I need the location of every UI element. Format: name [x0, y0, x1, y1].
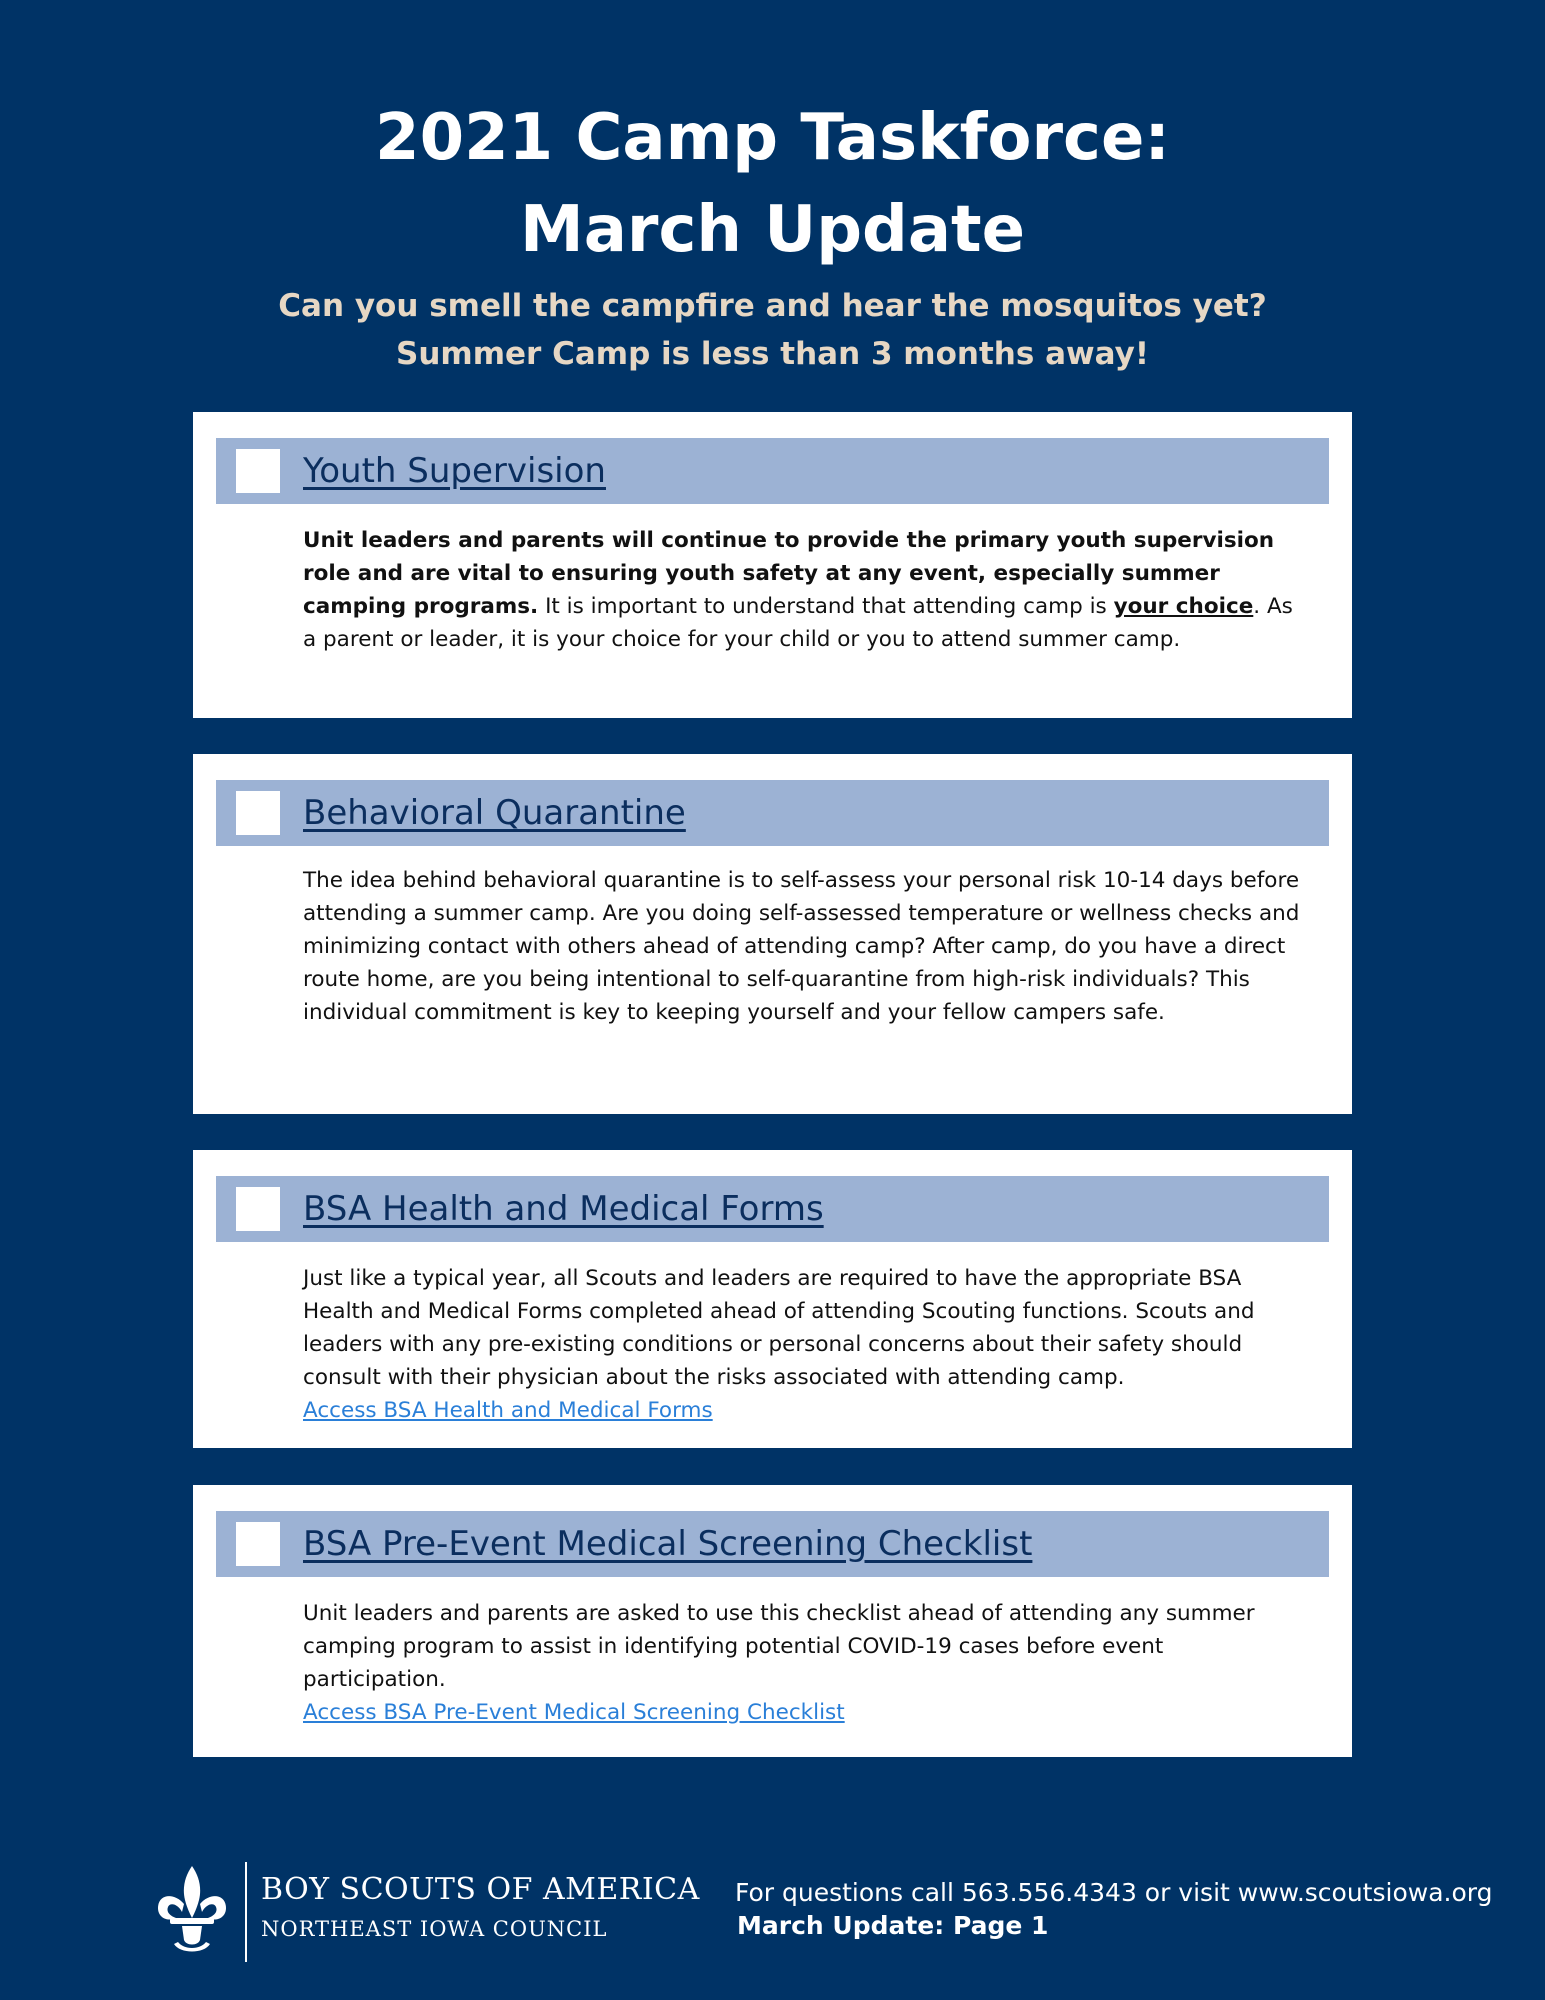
title-line-1: 2021 Camp Taskforce: [375, 101, 1170, 175]
subtitle-line-1: Can you smell the campfire and hear the mosquitos yet? [278, 288, 1267, 324]
section-body [303, 1262, 1303, 1427]
card-behavioral-quarantine [193, 754, 1352, 1114]
checkbox[interactable] [236, 1522, 280, 1566]
contact-info: For questions call 563.556.4343 or visit www.scoutsiowa.org [735, 1878, 1493, 1907]
section-title: Youth Supervision [303, 451, 606, 491]
screening-checklist-link[interactable]: Access BSA Pre-Event Medical Screening Checklist [303, 1700, 845, 1725]
section-title: BSA Pre-Event Medical Screening Checklist [303, 1524, 1033, 1564]
card-header [216, 1176, 1329, 1242]
section-body [303, 1597, 1303, 1729]
section-body [303, 524, 1303, 656]
fleur-de-lis-icon [152, 1862, 232, 1966]
page-title [0, 92, 1545, 276]
body-text: Just like a typical year, all Scouts and leaders are required to have the appropriate BSA Health and Medical Forms completed ahead of attending Scouting functions. Scouts and leaders with any pre-existing conditions or personal concerns about their safety should consult with their physician about the risks associated with attending camp. [303, 1266, 1255, 1390]
checkbox[interactable] [236, 449, 280, 493]
footer-divider [245, 1862, 247, 1962]
section-title: BSA Health and Medical Forms [303, 1189, 824, 1229]
card-screening-checklist [193, 1485, 1352, 1757]
checkbox[interactable] [236, 1187, 280, 1231]
card-header [216, 1511, 1329, 1577]
section-title: Behavioral Quarantine [303, 793, 686, 833]
your-choice-emphasis: your choice [1113, 594, 1254, 619]
card-header [216, 780, 1329, 846]
card-youth-supervision [193, 412, 1352, 718]
body-text-end: . As a parent or leader, it is your choice for your child or you to attend summer camp. [303, 594, 1293, 652]
page-label: March Update: Page 1 [737, 1911, 1049, 1940]
health-forms-link[interactable]: Access BSA Health and Medical Forms [303, 1398, 713, 1423]
org-name: BOY SCOUTS OF AMERICA [261, 1872, 700, 1907]
title-line-2: March Update [520, 193, 1025, 267]
card-header [216, 438, 1329, 504]
body-text: Unit leaders and parents are asked to use this checklist ahead of attending any summer camping program to assist in identifying potential COVID-19 cases before event participation. [303, 1601, 1255, 1692]
subtitle-line-2: Summer Camp is less than 3 months away! [396, 336, 1149, 372]
card-health-medical-forms [193, 1150, 1352, 1448]
council-name: NORTHEAST IOWA COUNCIL [261, 1917, 608, 1941]
subtitle [0, 282, 1545, 378]
body-bold-text: Unit leaders and parents will continue to provide the primary youth supervision role and are vital to ensuring youth safety at any event, especially summer camping programs. [303, 528, 1275, 619]
body-text: It is important to understand that attending camp is [538, 594, 1114, 619]
section-body: The idea behind behavioral quarantine is to self-assess your personal risk 10-14 days before attending a summer camp. Are you doing self-assessed temperature or wellness checks and minimizing contact with others ahead of attending camp? After camp, do you have a direct route home, are you being intentional to self-quarantine from high-risk individuals? This individual commitment is key to keeping yourself and your fellow campers safe. [303, 868, 1300, 1025]
checkbox[interactable] [236, 791, 280, 835]
